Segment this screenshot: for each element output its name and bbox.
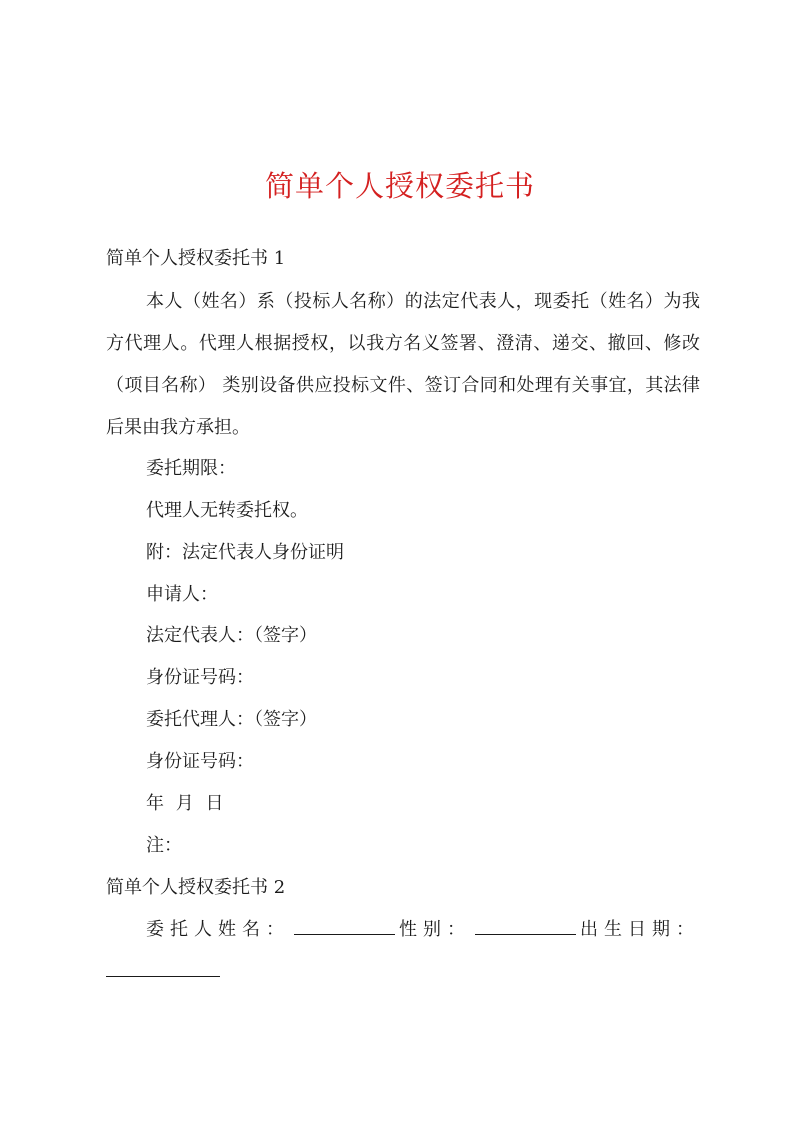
section-heading-1: 简单个人授权委托书 1: [106, 248, 286, 269]
id-number-line-2: 身份证号码：: [146, 751, 254, 772]
entrust-period-line: 委托期限：: [146, 458, 236, 479]
birth-date-label: 出生日期：: [580, 919, 700, 940]
document-title: 简单个人授权委托书: [264, 169, 535, 203]
agent-line: 委托代理人：（签字）: [146, 709, 317, 730]
legal-representative-line: 法定代表人：（签字）: [146, 625, 317, 646]
principal-info-row: [106, 916, 700, 944]
date-line: 年 月 日: [146, 793, 224, 814]
gender-blank: [475, 933, 576, 935]
attachment-line: 附：法定代表人身份证明: [146, 542, 344, 563]
principal-name-label: 委托人姓名：: [146, 919, 290, 940]
gender-label: 性别：: [399, 919, 471, 940]
id-number-line-1: 身份证号码：: [146, 667, 254, 688]
section-heading-2: 简单个人授权委托书 2: [106, 877, 286, 898]
birth-date-blank: [106, 976, 220, 977]
no-subdelegation-line: 代理人无转委托权。: [146, 500, 308, 521]
applicant-line: 申请人：: [146, 584, 218, 605]
authorization-paragraph: 本人（姓名）系（投标人名称）的法定代表人，现委托（姓名）为我方代理人。代理人根据授权，以我方名义签署、澄清、递交、撤回、修改（项目名称） 类别设备供应投标文件、签订合同和处理有关事宜，其法律后果由我方承担。: [106, 291, 700, 438]
note-line: 注：: [146, 835, 182, 856]
principal-name-blank: [294, 933, 395, 935]
